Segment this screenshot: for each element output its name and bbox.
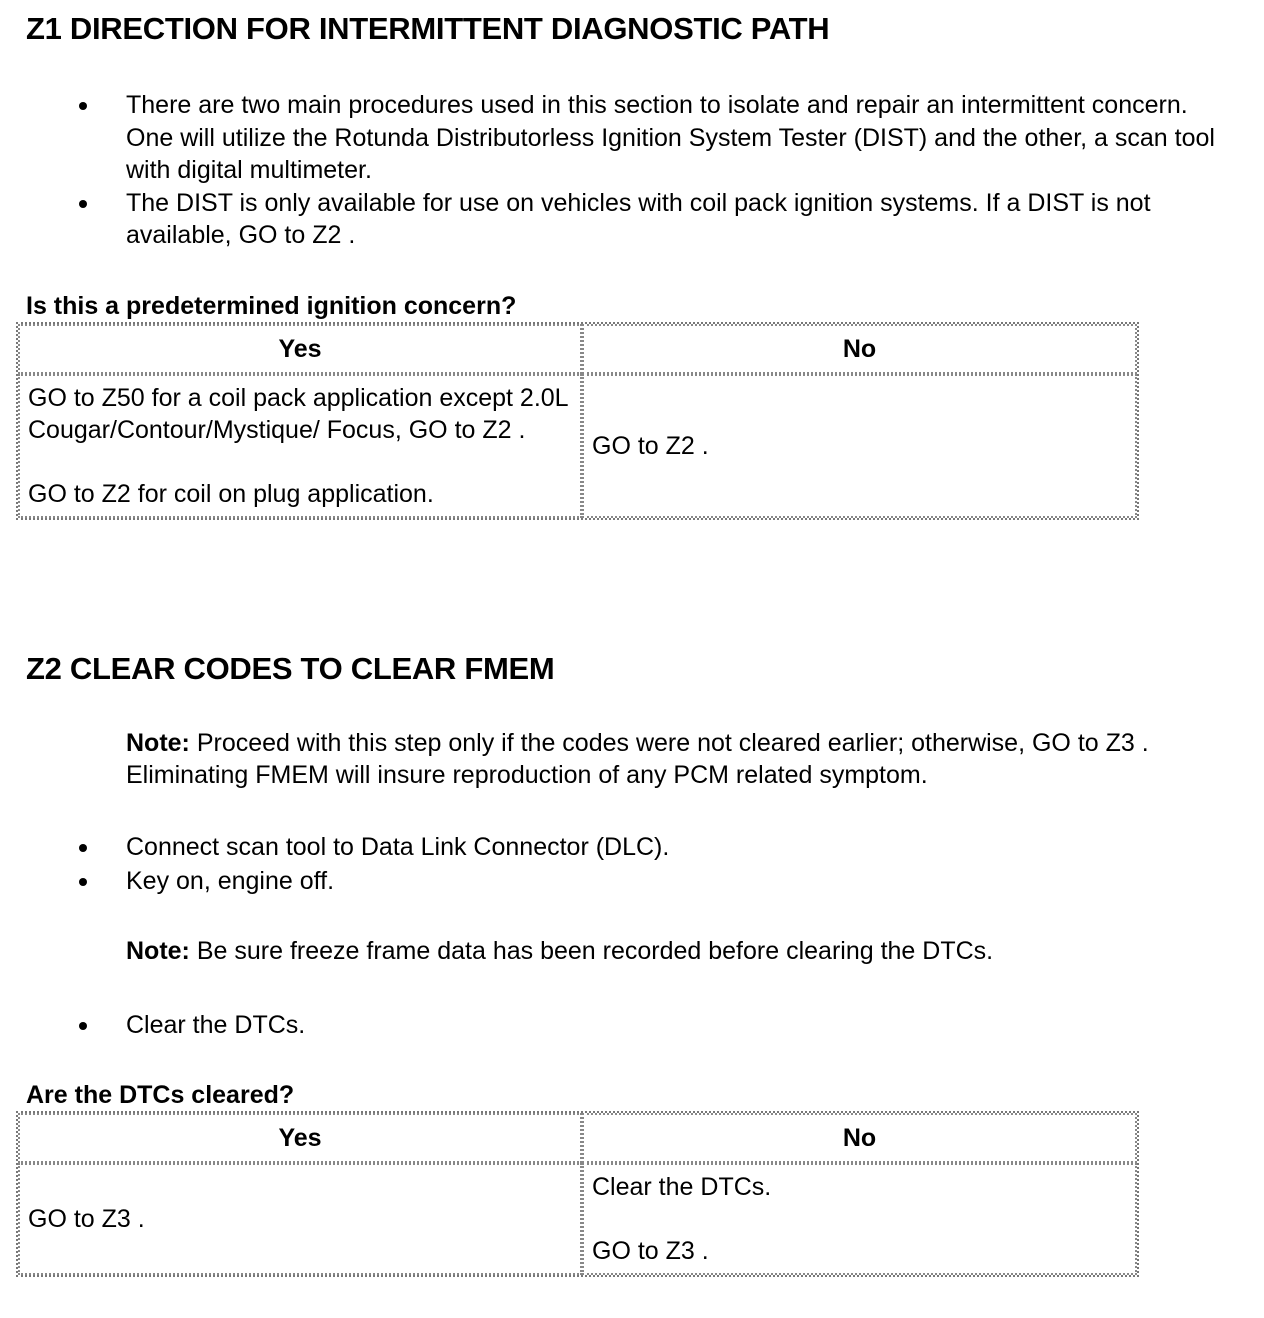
list-item: Key on, engine off. — [0, 865, 1240, 898]
no-header: No — [582, 1113, 1137, 1163]
list-item: Clear the DTCs. — [0, 1009, 1240, 1042]
no-cell — [582, 1163, 1137, 1275]
bullet-icon — [79, 878, 87, 886]
no-header: No — [582, 324, 1137, 374]
yes-header: Yes — [18, 1113, 582, 1163]
list-item: The DIST is only available for use on vehicles with coil pack ignition systems. If a DIST is not available, GO to Z2 . — [0, 187, 1240, 252]
z2-note-2: Note: Be sure freeze frame data has been recorded before clearing the DTCs. — [126, 937, 994, 965]
list-item: There are two main procedures used in this section to isolate and repair an intermittent concern. One will utilize the Rotunda Distributorless Ignition System Tester (DIST) and the other, a scan tool with digital multimeter. — [0, 89, 1240, 187]
bullet-icon — [79, 844, 87, 852]
note-label: Note: — [126, 729, 190, 757]
list-item: Connect scan tool to Data Link Connector (DLC). — [0, 831, 1240, 864]
z2-note-1: Note: Proceed with this step only if the codes were not cleared earlier; otherwise, GO to Z3 . Eliminating FMEM will insure reproduction of any PCM related symptom. — [126, 729, 1149, 789]
z2-answer-table — [16, 1111, 1139, 1277]
z1-answer-table — [16, 322, 1139, 520]
z2-bullet-list — [0, 831, 1240, 897]
no-cell-line: GO to Z3 . — [592, 1237, 709, 1265]
z2-question: Are the DTCs cleared? — [26, 1081, 295, 1109]
z1-bullet-list — [0, 89, 1240, 252]
bullet-icon — [79, 102, 87, 110]
yes-cell-line: GO to Z2 for coil on plug application. — [28, 480, 434, 508]
z1-title: Z1 DIRECTION FOR INTERMITTENT DIAGNOSTIC PATH — [26, 11, 830, 46]
yes-cell-line: GO to Z50 for a coil pack application except 2.0L Cougar/Contour/Mystique/ Focus, GO to Z2 . — [28, 384, 568, 444]
yes-cell — [18, 374, 582, 518]
bullet-icon — [79, 1022, 87, 1030]
no-cell-line: Clear the DTCs. — [592, 1173, 772, 1201]
z2-title: Z2 CLEAR CODES TO CLEAR FMEM — [26, 651, 555, 686]
yes-header: Yes — [18, 324, 582, 374]
z1-question: Is this a predetermined ignition concern? — [26, 292, 517, 320]
bullet-icon — [79, 200, 87, 208]
z2-bullet-list-2 — [0, 1009, 1240, 1042]
no-cell: GO to Z2 . — [582, 374, 1137, 518]
yes-cell: GO to Z3 . — [18, 1163, 582, 1275]
note-label: Note: — [126, 937, 190, 965]
